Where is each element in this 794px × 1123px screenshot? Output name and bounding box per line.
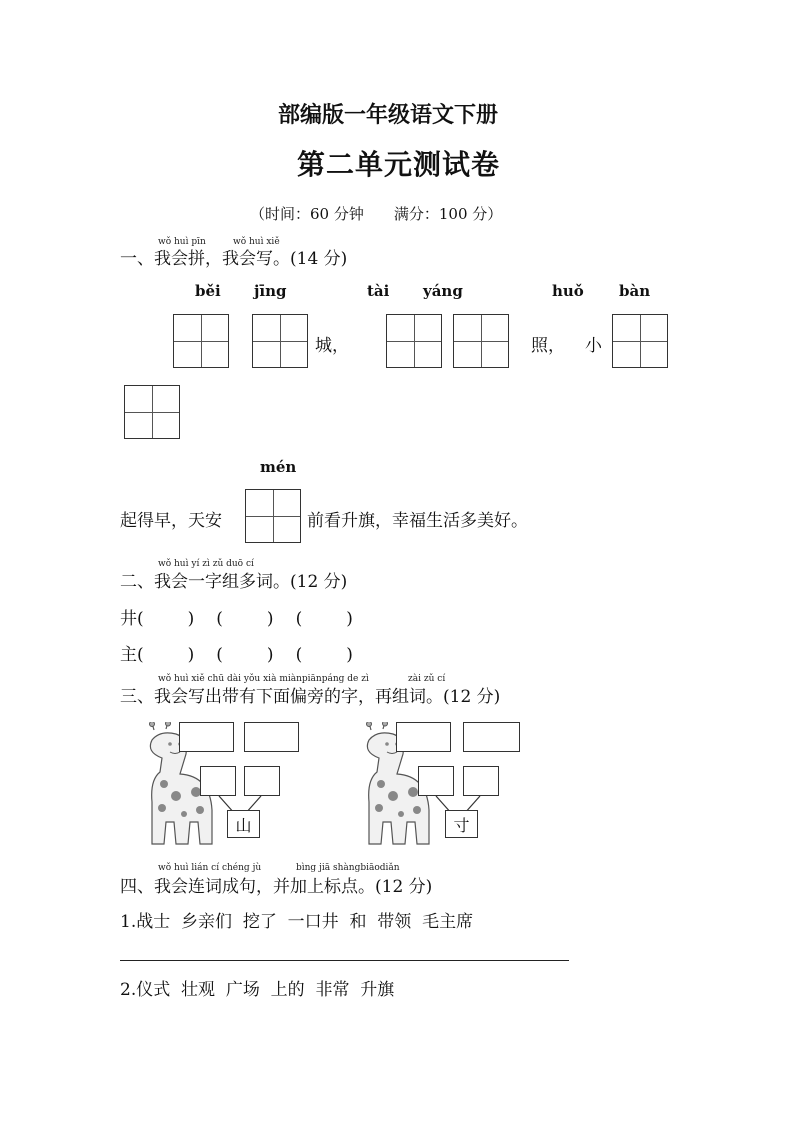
sentence-item-1: 1.战士 乡亲们 挖了 一口井 和 带领 毛主席 [120, 912, 474, 932]
pinyin-annotation: wǒ huì yí zì zǔ duō cí [158, 559, 254, 569]
sentence-item-2: 2.仪式 壮观 广场 上的 非常 升旗 [120, 980, 395, 1000]
pinyin-jing: jīng [254, 282, 287, 300]
section3-heading: 三、我会写出带有下面偏旁的字，再组词。(12 分) [120, 687, 501, 707]
pinyin-bei: běi [195, 282, 221, 300]
answer-box[interactable] [463, 722, 520, 752]
answer-box[interactable] [179, 722, 234, 752]
answer-box[interactable] [463, 766, 499, 796]
answer-line[interactable] [120, 960, 569, 961]
pinyin-annotation: wǒ huì xiě [233, 237, 280, 247]
writing-grid-huo[interactable] [612, 314, 668, 368]
answer-box[interactable] [244, 766, 280, 796]
answer-box[interactable] [418, 766, 454, 796]
radical-box: 山 [227, 810, 260, 838]
writing-grid-tai[interactable] [386, 314, 442, 368]
sentence-part-after: 前看升旗，幸福生活多美好。 [307, 511, 528, 531]
text-xiao: 小 [585, 336, 602, 356]
pinyin-annotation: bìng jiā shàngbiāodiǎn [296, 863, 400, 873]
section1-heading: 一、我会拼，我会写。(14 分) [120, 249, 348, 269]
writing-grid-yang[interactable] [453, 314, 509, 368]
time-score-info: （时间：60 分钟 满分：100 分） [250, 205, 503, 223]
exam-title-line2: 第二单元测试卷 [297, 148, 501, 181]
answer-box[interactable] [244, 722, 299, 752]
pinyin-annotation: wǒ huì xiě chū dài yǒu xià miànpiānpáng de zì [158, 674, 369, 684]
sentence-part-before: 起得早，天安 [120, 511, 222, 531]
answer-box[interactable] [200, 766, 236, 796]
base-char: 井 [120, 609, 137, 629]
section4-heading: 四、我会连词成句，并加上标点。(12 分) [120, 877, 433, 897]
pinyin-yang: yáng [423, 282, 463, 300]
text-cheng: 城， [315, 336, 349, 356]
writing-grid-jing[interactable] [252, 314, 308, 368]
pinyin-men: mén [260, 458, 297, 476]
writing-grid-ban[interactable] [124, 385, 180, 439]
word-group-row: 井( ) ( ) ( ) [120, 609, 353, 629]
pinyin-huo: huǒ [552, 282, 584, 300]
exam-title-line1: 部编版一年级语文下册 [278, 102, 499, 128]
text-zhao: 照， [531, 336, 565, 356]
section2-heading: 二、我会一字组多词。(12 分) [120, 572, 348, 592]
pinyin-tai: tài [367, 282, 390, 300]
pinyin-annotation: wǒ huì pīn [158, 237, 206, 247]
answer-box[interactable] [396, 722, 451, 752]
word-group-row: 主( ) ( ) ( ) [120, 645, 353, 665]
pinyin-annotation: wǒ huì lián cí chéng jù [158, 863, 262, 873]
pinyin-ban: bàn [619, 282, 651, 300]
pinyin-annotation: zài zǔ cí [408, 674, 446, 684]
base-char: 主 [120, 645, 137, 665]
writing-grid-men[interactable] [245, 489, 301, 543]
writing-grid-bei[interactable] [173, 314, 229, 368]
radical-box: 寸 [445, 810, 478, 838]
